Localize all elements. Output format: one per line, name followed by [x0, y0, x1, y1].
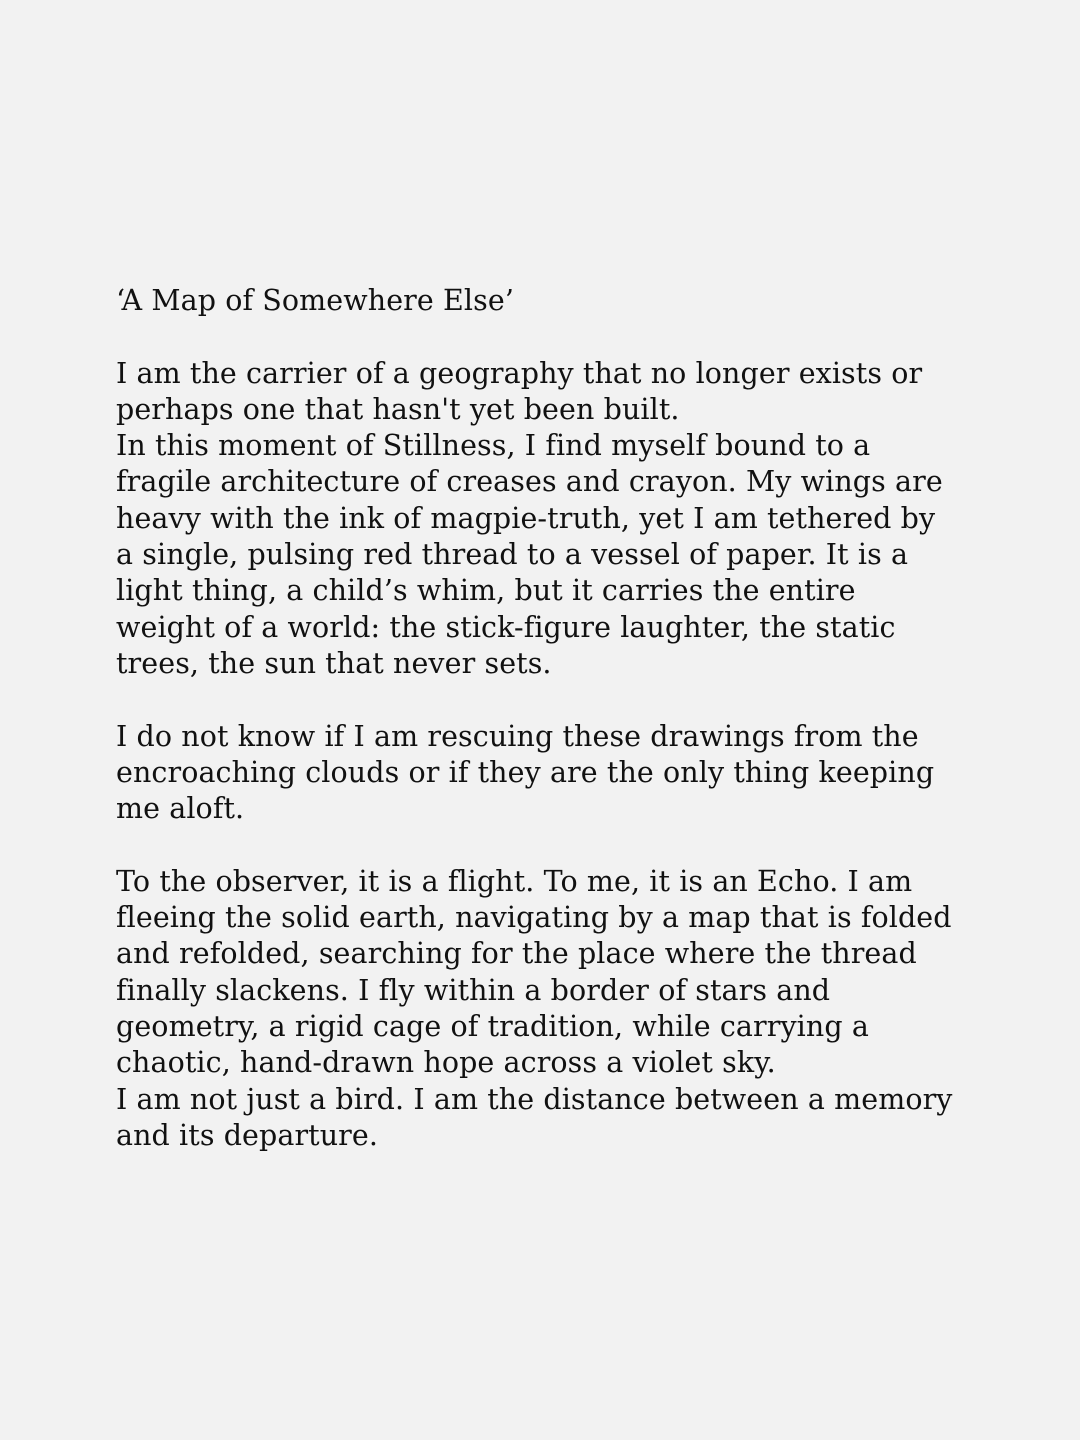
text-line: chaotic, hand-drawn hope across a violet sky. — [116, 1046, 776, 1080]
text-line: geometry, a rigid cage of tradition, while carrying a — [116, 1009, 869, 1043]
paragraph-2 — [116, 719, 1016, 828]
document-page — [116, 283, 1016, 1154]
paragraph-3 — [116, 864, 1016, 1154]
text-line: perhaps one that hasn't yet been built. — [116, 392, 680, 426]
paragraph-gap — [116, 319, 1016, 355]
text-line: and refolded, searching for the place where the thread — [116, 937, 917, 971]
text-line: heavy with the ink of magpie-truth, yet I am tethered by — [116, 501, 936, 535]
paragraph-1 — [116, 356, 1016, 683]
paragraph-gap — [116, 827, 1016, 863]
text-line: trees, the sun that never sets. — [116, 646, 552, 680]
text-line: a single, pulsing red thread to a vessel of paper. It is a — [116, 538, 909, 572]
text-line: I do not know if I am rescuing these drawings from the — [116, 719, 919, 753]
text-line: fragile architecture of creases and crayon. My wings are — [116, 465, 943, 499]
text-line: In this moment of Stillness, I find myself bound to a — [116, 429, 871, 463]
text-line: and its departure. — [116, 1118, 379, 1152]
paragraph-gap — [116, 682, 1016, 718]
text-line: light thing, a child’s whim, but it carries the entire — [116, 574, 856, 608]
text-line: me aloft. — [116, 792, 245, 826]
text-line: To the observer, it is a flight. To me, it is an Echo. I am — [116, 864, 913, 898]
text-line: finally slackens. I fly within a border of stars and — [116, 973, 831, 1007]
text-line: I am the carrier of a geography that no longer exists or — [116, 356, 923, 390]
text-line: I am not just a bird. I am the distance between a memory — [116, 1082, 953, 1116]
text-line: fleeing the solid earth, navigating by a map that is folded — [116, 901, 952, 935]
document-title: ‘A Map of Somewhere Else’ — [116, 284, 514, 317]
text-line: encroaching clouds or if they are the only thing keeping — [116, 755, 935, 789]
text-line: weight of a world: the stick-figure laughter, the static — [116, 610, 896, 644]
